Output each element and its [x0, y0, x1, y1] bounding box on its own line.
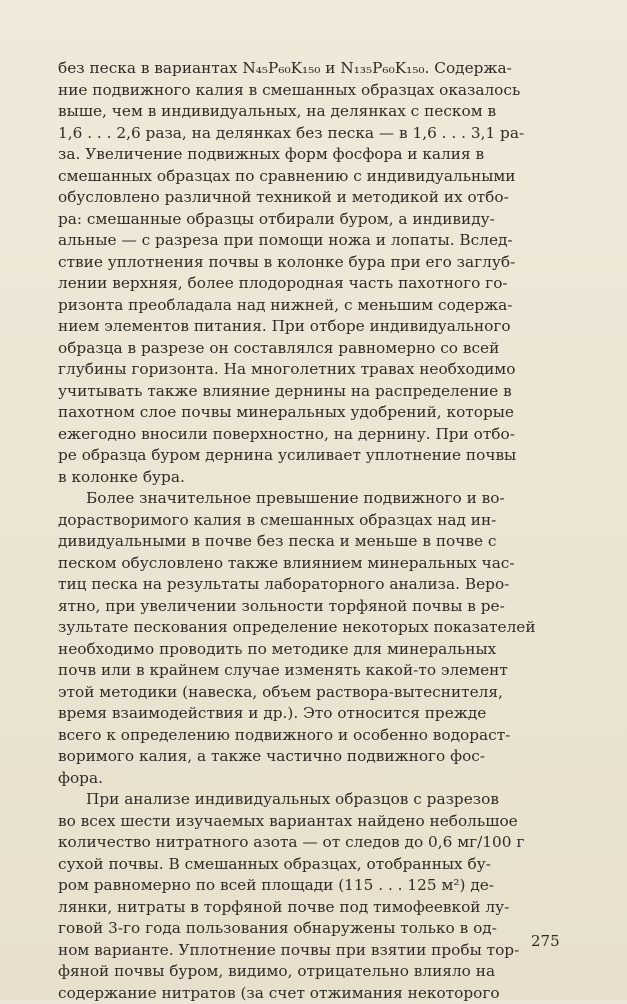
- text-line: этой методики (навеска, объем раствора-вытеснителя,: [58, 682, 572, 704]
- text-line: ятно, при увеличении зольности торфяной почвы в ре-: [58, 596, 572, 618]
- text-line: альные — с разреза при помощи ножа и лопаты. Вслед-: [58, 230, 572, 252]
- text-line: сухой почвы. В смешанных образцах, отобранных бу-: [58, 854, 572, 876]
- text-line: выше, чем в индивидуальных, на делянках с песком в: [58, 101, 572, 123]
- body-text: [58, 58, 572, 1004]
- text-line: 1,6 . . . 2,6 раза, на делянках без песка — в 1,6 . . . 3,1 ра-: [58, 123, 572, 145]
- text-line: без песка в вариантах N₄₅P₆₀K₁₅₀ и N₁₃₅P₆₀K₁₅₀. Содержа-: [58, 58, 572, 80]
- text-line: ном варианте. Уплотнение почвы при взятии пробы тор-: [58, 940, 572, 962]
- text-line: глубины горизонта. На многолетних травах необходимо: [58, 359, 572, 381]
- text-line: лении верхняя, более плодородная часть пахотного го-: [58, 273, 572, 295]
- paragraph-start-line: При анализе индивидуальных образцов с разрезов: [58, 789, 572, 811]
- text-line: учитывать также влияние дернины на распределение в: [58, 381, 572, 403]
- text-line: тиц песка на результаты лабораторного анализа. Веро-: [58, 574, 572, 596]
- paragraph-start-line: Более значительное превышение подвижного и во-: [58, 488, 572, 510]
- text-line: в колонке бура.: [58, 467, 572, 489]
- text-line: воримого калия, а также частично подвижного фос-: [58, 746, 572, 768]
- text-line: за. Увеличение подвижных форм фосфора и калия в: [58, 144, 572, 166]
- text-line: время взаимодействия и др.). Это относится прежде: [58, 703, 572, 725]
- text-line: почв или в крайнем случае изменять какой-то элемент: [58, 660, 572, 682]
- text-line: необходимо проводить по методике для минеральных: [58, 639, 572, 661]
- text-line: смешанных образцах по сравнению с индивидуальными: [58, 166, 572, 188]
- text-line: содержание нитратов (за счет отжимания некоторого: [58, 983, 572, 1004]
- text-line: количество нитратного азота — от следов до 0,6 мг/100 г: [58, 832, 572, 854]
- text-line: ежегодно вносили поверхностно, на дернину. При отбо-: [58, 424, 572, 446]
- text-line: дивидуальными в почве без песка и меньше в почве с: [58, 531, 572, 553]
- text-line: фяной почвы буром, видимо, отрицательно влияло на: [58, 961, 572, 983]
- text-line: во всех шести изучаемых вариантах найдено небольшое: [58, 811, 572, 833]
- text-line: ризонта преобладала над нижней, с меньшим содержа-: [58, 295, 572, 317]
- text-line: ствие уплотнения почвы в колонке бура при его заглуб-: [58, 252, 572, 274]
- text-line: ние подвижного калия в смешанных образцах оказалось: [58, 80, 572, 102]
- text-line: образца в разрезе он составлялся равномерно со всей: [58, 338, 572, 360]
- text-line: нием элементов питания. При отборе индивидуального: [58, 316, 572, 338]
- text-line: дорастворимого калия в смешанных образцах над ин-: [58, 510, 572, 532]
- text-line: пахотном слое почвы минеральных удобрений, которые: [58, 402, 572, 424]
- text-line: фора.: [58, 768, 572, 790]
- text-line: обусловлено различной техникой и методикой их отбо-: [58, 187, 572, 209]
- text-line: ре образца буром дернина усиливает уплотнение почвы: [58, 445, 572, 467]
- text-line: песком обусловлено также влиянием минеральных час-: [58, 553, 572, 575]
- text-line: лянки, нитраты в торфяной почве под тимофеевкой лу-: [58, 897, 572, 919]
- text-line: ра: смешанные образцы отбирали буром, а индивиду-: [58, 209, 572, 231]
- page-number: 275: [531, 932, 560, 950]
- text-line: зультате пескования определение некоторых показателей: [58, 617, 572, 639]
- text-line: говой 3-го года пользования обнаружены только в од-: [58, 918, 572, 940]
- text-line: всего к определению подвижного и особенно водораст-: [58, 725, 572, 747]
- text-line: ром равномерно по всей площади (115 . . . 125 м²) де-: [58, 875, 572, 897]
